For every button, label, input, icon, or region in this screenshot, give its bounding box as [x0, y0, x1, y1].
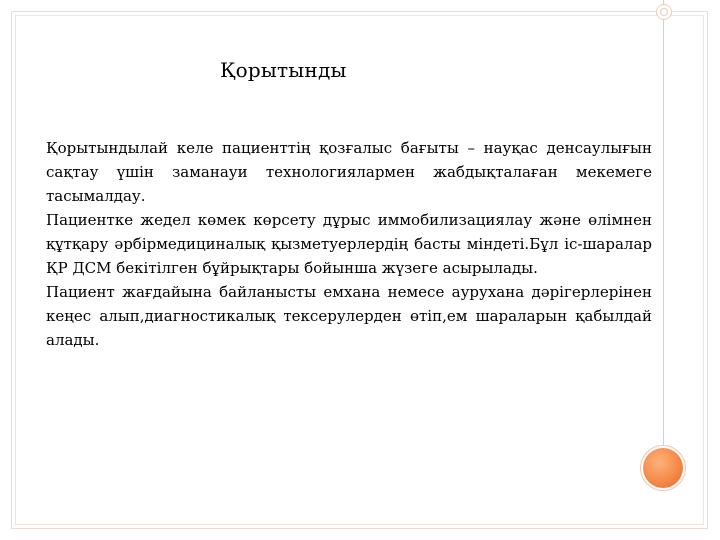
- body-paragraph-1: Қорытындылай келе пациенттің қозғалыс бағыты – науқас денсаулығын сақтау үшін заманауи технологиялармен жабдықталаған мекемеге тасымалдау.: [46, 139, 652, 205]
- decorative-ring-icon: [656, 4, 672, 20]
- decorative-orange-circle-icon: [640, 445, 686, 491]
- slide-title: Қорытынды: [220, 58, 347, 82]
- body-paragraph-2: Пациентке жедел көмек көрсету дұрыс иммобилизациялау және өлімнен құтқару әрбірмедициналық қызметуерлердің басты міндеті.Бұл іс-шаралар ҚР ДСМ бекітілген бұйрықтары бойынша жүзеге асырылады.: [46, 211, 652, 277]
- slide-body: [46, 136, 652, 352]
- decorative-orange-circle-fill: [643, 448, 683, 488]
- decorative-ring-inner-icon: [660, 8, 668, 16]
- body-paragraph-3: Пациент жағдайына байланысты емхана немесе аурухана дәрігерлерінен кеңес алып,диагностикалық тексерулерден өтіп,ем шараларын қабылдай алады.: [46, 283, 652, 349]
- decorative-vertical-line: [663, 0, 664, 445]
